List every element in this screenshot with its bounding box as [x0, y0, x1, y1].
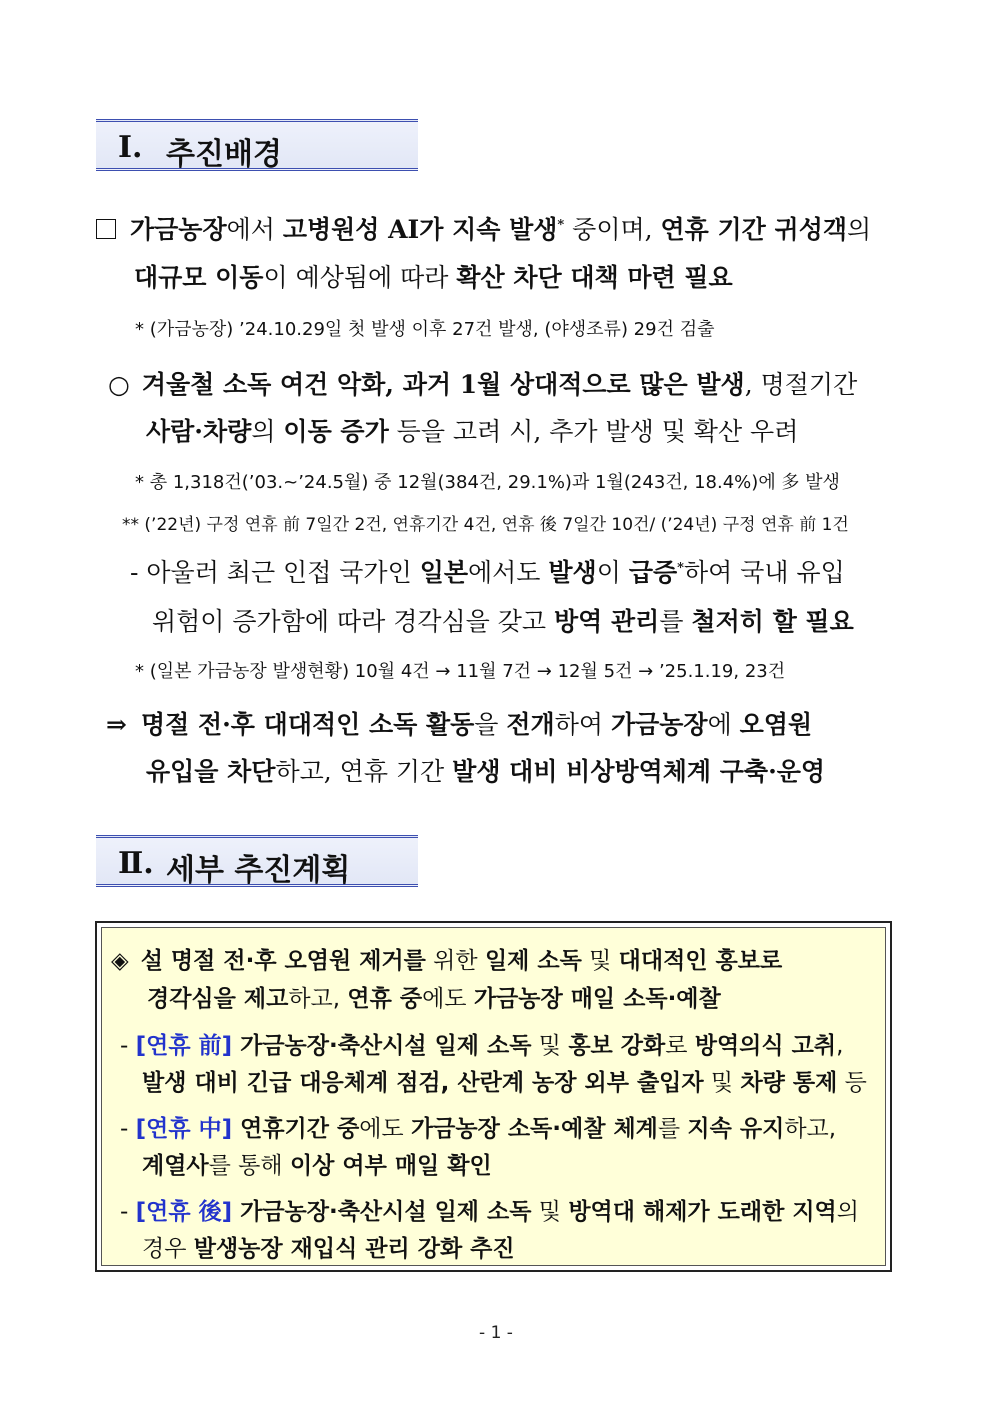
text-bold: 오염원: [739, 710, 813, 739]
text: 하고,: [784, 1116, 837, 1142]
text: 하고,: [288, 986, 348, 1012]
text-bold: 발생: [548, 558, 597, 587]
circle-item-line-2: [146, 412, 798, 448]
text: 및: [703, 1070, 741, 1096]
text: 중이며,: [564, 215, 661, 244]
section-heading-1: [96, 119, 418, 171]
text-bold: 가금농장 매일 소독·예찰: [473, 986, 721, 1012]
footnote-3: ** (’22년) 구정 연휴 前 7일간 2건, 연휴기간 4건, 연휴 後 7일간 10건/ (’24년) 구정 연휴 前 1건: [122, 515, 849, 535]
text-bold: 확산 차단 대책 마련 필요: [456, 263, 733, 292]
text-bold: 계열사: [142, 1153, 209, 1179]
section-heading-2: [96, 835, 418, 887]
footnote-mark: *: [557, 217, 565, 233]
tag-post-holiday: [연휴 後]: [135, 1199, 233, 1225]
section-title: 세부 추진계획: [166, 853, 351, 888]
text-bold: 방역의식 고취: [694, 1033, 837, 1059]
text: 에: [707, 710, 740, 739]
summary-box: [95, 921, 892, 1272]
result-line-1: [106, 705, 812, 741]
text-bold: 급증: [628, 558, 678, 587]
text-bold: 가금농장: [610, 710, 708, 739]
text-bold: 이상 여부 매일 확인: [289, 1153, 492, 1179]
result-line-2: [146, 752, 825, 788]
dash-item-line-1: [130, 553, 845, 589]
text-bold: 발생농장 재입식 관리 강화 추진: [193, 1236, 515, 1262]
text: 에서도: [468, 558, 549, 587]
text-bold: 전개: [506, 710, 555, 739]
dash: -: [120, 1033, 136, 1059]
text-bold: 홍보 강화: [568, 1033, 666, 1059]
text: 등: [837, 1070, 867, 1096]
text-bold: 유입을 차단: [146, 757, 276, 786]
summary-during-holiday-line-1: [120, 1110, 836, 1143]
text-bold: 발생 대비 비상방역체계 구축·운영: [452, 757, 826, 786]
text-bold: 겨울철 소독 여건 악화, 과거 1월 상대적으로 많은 발생: [141, 370, 745, 399]
footnote-2: * 총 1,318건(’03.~’24.5월) 중 12월(384건, 29.1%)과 1월(243건, 18.4%)에 多 발생: [135, 472, 840, 493]
summary-line-1: [111, 942, 782, 975]
circle-item-line-1: [108, 365, 857, 401]
footnote-1: * (가금농장) ’24.10.29일 첫 발생 이후 27건 발생, (야생조류) 29건 검출: [135, 319, 715, 340]
text: 의: [836, 1199, 859, 1225]
text-bold: 일본: [419, 558, 468, 587]
text: 하고, 연휴 기간: [275, 757, 453, 786]
text: 를 통해: [208, 1153, 290, 1179]
dash: -: [120, 1199, 136, 1225]
text: 의: [251, 417, 284, 446]
text: 및: [531, 1033, 569, 1059]
text-bold: 연휴 기간 귀성객: [660, 215, 847, 244]
text-bold: 연휴기간 중: [232, 1116, 360, 1142]
text: - 아울러 최근 인접 국가인: [130, 558, 420, 587]
text: , 명절기간: [744, 370, 858, 399]
text: 경우: [142, 1236, 194, 1262]
text: 에서: [226, 215, 283, 244]
text: 이: [596, 558, 629, 587]
text: 를: [659, 607, 692, 636]
text-bold: 연휴 중: [347, 986, 423, 1012]
text-bold: 경각심을 제고: [147, 986, 289, 1012]
text: 의: [847, 215, 872, 244]
text-bold: 사람·차량: [146, 417, 252, 446]
page-number: - 1 -: [479, 1323, 513, 1343]
text-bold: 차량 통제: [740, 1070, 838, 1096]
text: 위한: [425, 948, 485, 974]
text: 및: [531, 1199, 569, 1225]
text: 하여: [554, 710, 611, 739]
text-bold: 고병원성 AI가 지속 발생: [282, 215, 558, 244]
text-bold: 발생 대비 긴급 대응체계 점검, 산란계 농장 외부 출입자: [142, 1070, 704, 1096]
text: 에도: [422, 986, 474, 1012]
text-bold: 가금농장·축산시설 일제 소독: [232, 1199, 532, 1225]
footnote-4: * (일본 가금농장 발생현황) 10월 4건 → 11월 7건 → 12월 5건 → ’25.1.19, 23건: [135, 661, 786, 682]
footnote-mark: *: [677, 560, 684, 576]
text-bold: 일제 소독: [484, 948, 582, 974]
checkbox-square-icon: [96, 219, 116, 239]
bullet-paragraph-line-1: [96, 210, 871, 246]
double-arrow-icon: ⇒: [106, 710, 127, 739]
text-bold: 방역 관리: [554, 607, 660, 636]
text-bold: 철저히 할 필요: [691, 607, 854, 636]
section-number: Ⅱ.: [118, 846, 154, 881]
summary-pre-holiday-line-2: [142, 1064, 867, 1097]
text: 하여 국내 유입: [683, 558, 845, 587]
text-bold: 가금농장 소독·예찰 체계: [410, 1116, 658, 1142]
text-bold: 도래한 지역: [717, 1199, 837, 1225]
tag-during-holiday: [연휴 中]: [135, 1116, 233, 1142]
summary-pre-holiday-line-1: [120, 1027, 843, 1060]
text: 이 예상됨에 따라: [263, 263, 457, 292]
section-title: 추진배경: [166, 137, 282, 172]
text: 를: [657, 1116, 688, 1142]
text: 로: [665, 1033, 695, 1059]
text-bold: 가금농장: [130, 215, 227, 244]
tag-pre-holiday: [연휴 前]: [135, 1033, 233, 1059]
text-bold: 명절 전·후 대대적인 소독 활동: [140, 710, 475, 739]
summary-box-inner: [101, 927, 886, 1266]
text: 에도: [359, 1116, 411, 1142]
bullet-paragraph-line-2: [134, 258, 733, 294]
summary-post-holiday-line-1: [120, 1193, 859, 1226]
text: 등을 고려 시, 추가 발생 및 확산 우려: [388, 417, 799, 446]
circle-bullet-icon: ○: [108, 370, 130, 399]
text: 및: [581, 948, 619, 974]
text-bold: 지속 유지: [687, 1116, 785, 1142]
dash: -: [120, 1116, 136, 1142]
text-bold: 설 명절 전·후 오염원 제거를: [140, 948, 426, 974]
text-bold: 방역대 해제가: [568, 1199, 718, 1225]
text-bold: 가금농장·축산시설 일제 소독: [232, 1033, 532, 1059]
text: 을: [474, 710, 507, 739]
text: ,: [836, 1033, 844, 1059]
section-number: Ⅰ.: [118, 130, 143, 165]
summary-post-holiday-line-2: [142, 1230, 515, 1263]
text-bold: 대규모 이동: [134, 263, 264, 292]
diamond-bullet-icon: ◈: [111, 948, 129, 974]
text-bold: 대대적인 홍보로: [618, 948, 783, 974]
text: 위험이 증가함에 따라 경각심을 갖고: [152, 607, 554, 636]
dash-item-line-2: [152, 602, 854, 638]
text-bold: 이동 증가: [283, 417, 389, 446]
summary-line-2: [147, 980, 721, 1013]
summary-during-holiday-line-2: [142, 1147, 492, 1180]
